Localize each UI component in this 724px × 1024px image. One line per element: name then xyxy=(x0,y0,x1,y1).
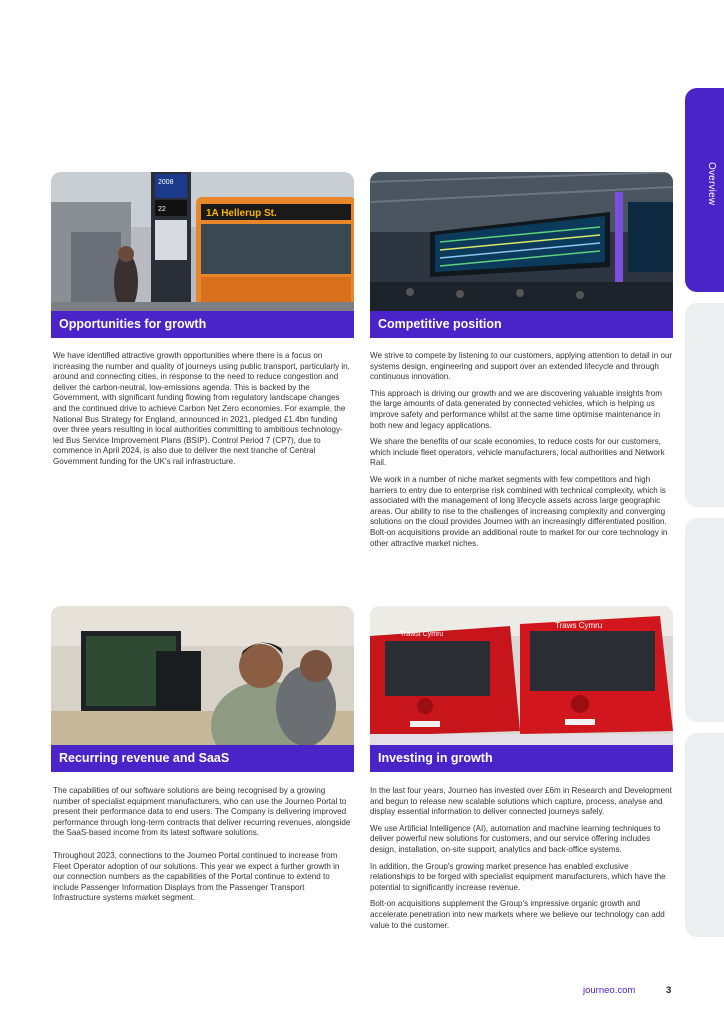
page-number: 3 xyxy=(666,985,672,996)
card-body-competitive xyxy=(370,351,673,555)
card-title-opportunities: Opportunities for growth xyxy=(51,311,354,338)
paragraph: We have identified attractive growth opportunities where there is a focus on increasing the number and quality of journeys using public transport, particularly in, around and connecting cities, in response to the need to reduce congestion and deliver the carbon-neutral, low-emissions agenda. This is backed by the Government, with significant funding flowing from regulatory landscape changes and the continued drive to achieve Carbon Net Zero economies. For example, the National Bus Strategy for England, announced in 2021, pledged £1.4bn funding over three years resulting in local authorities committing to ambitious technology-led Bus Service Improvement Plans (BSIP). Control Period 7 (CP7), due to commence in April 2024, is also due to deliver the next tranche of Central Government funding for the UK's rail infrastructure. xyxy=(53,351,350,466)
bus-right-destination: Traws Cymru xyxy=(555,621,603,630)
bus-stop-image xyxy=(51,172,354,311)
card-title-investing: Investing in growth xyxy=(370,745,673,772)
card-title-competitive: Competitive position xyxy=(370,311,673,338)
bus-destination-text: 1A Hellerup St. xyxy=(206,208,277,219)
departure-board-image xyxy=(370,172,673,311)
bus-left-destination: Trawst Cymru xyxy=(400,631,444,638)
paragraph: This approach is driving our growth and we are discovering valuable insights from the large amounts of data generated by connected vehicles, which is helping us improve safety and performance whilst at the same time optimise maintenance in both new and legacy applications. xyxy=(370,388,662,430)
sidebar-tab-4[interactable] xyxy=(685,733,724,937)
paragraph: In addition, the Group's growing market presence has enabled exclusive relationships to be forged with specialist equipment manufacturers, which have the potential to significantly increase revenue. xyxy=(370,861,666,892)
sidebar-tab-2[interactable] xyxy=(685,303,724,507)
paragraph: We work in a number of niche market segments with few competitors and high barriers to entry due to enterprise risk combined with technical complexity, which is associated with the management of long lifecycle assets across large geographic areas. Our ability to rise to the challenges of increasing complexity and converging solutions on the cloud provides Journeo with an increasingly differentiated position. Bolt-on acquisitions provide an additional route to market for our core technology in other attractive market niches. xyxy=(370,474,668,548)
card-body-investing xyxy=(370,786,673,937)
paragraph: We share the benefits of our scale economies, to reduce costs for our customers, which include fleet operators, vehicle manufacturers, local authorities and Network Rail. xyxy=(370,437,665,468)
paragraph: The capabilities of our software solutions are being recognised by a growing number of specialist equipment manufacturers, who can use the Journeo Portal to present their performance data to end users. The Company is delivering improved performance through long-term contracts that deliver recurring revenues, alongside the SaaS-based income from its latest software solutions. xyxy=(53,786,351,838)
sidebar-tab-3[interactable] xyxy=(685,518,724,722)
sidebar-tab-overview-label: Overview xyxy=(706,162,717,206)
paragraph: We use Artificial Intelligence (AI), automation and machine learning techniques to deliver powerful new solutions for customers, and our service offering includes design, installation, on-site support, analytics and back-office systems. xyxy=(370,823,661,854)
sign-top-text: 2008 xyxy=(158,179,174,186)
card-title-recurring: Recurring revenue and SaaS xyxy=(51,745,354,772)
paragraph: Throughout 2023, connections to the Journeo Portal continued to increase from Fleet Operator adoption of our solutions. This year we expect a further growth in our connection numbers as the capabilities of the Portal continue to extend to include Passenger Information Displays from the Passenger Transport Infrastructure systems market segment. xyxy=(53,850,340,903)
paragraph: We strive to compete by listening to our customers, applying attention to detail in our systems design, engineering and support over an extended lifecycle and through continuous innovation. xyxy=(370,351,673,382)
red-buses-image xyxy=(370,606,673,745)
paragraph: In the last four years, Journeo has invested over £6m in Research and Development and begun to release new scalable solutions which capture, process, analyse and display essential information to deliver connected journeys safely. xyxy=(370,786,672,817)
card-body-opportunities xyxy=(53,351,353,474)
engineer-image xyxy=(51,606,354,745)
paragraph: Bolt-on acquisitions supplement the Group's impressive organic growth and accelerate penetration into new markets where we believe our technology can add value to the customer. xyxy=(370,899,665,930)
sidebar-tab-overview[interactable] xyxy=(685,88,724,292)
card-body-recurring xyxy=(53,786,353,910)
footer-url-link[interactable]: journeo.com xyxy=(583,985,636,996)
sign-route-text: 22 xyxy=(158,206,166,213)
